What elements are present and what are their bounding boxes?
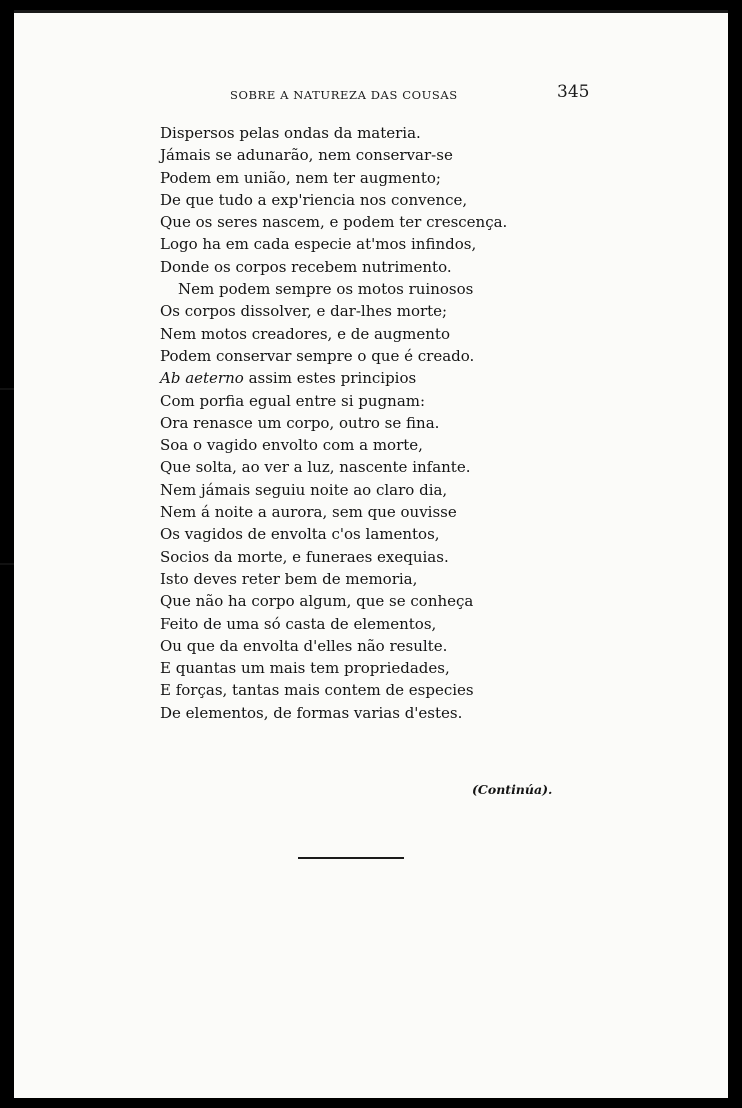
poem-line: E forças, tantas mais contem de especies	[160, 681, 474, 700]
poem-line: De que tudo a exp'riencia nos convence,	[160, 190, 468, 209]
poem-line: Jámais se adunarão, nem conservar-se	[160, 146, 453, 165]
margin-tick-mark	[0, 388, 14, 390]
poem-line: Nem á noite a aurora, sem que ouvisse	[160, 503, 457, 522]
margin-tick-mark	[0, 563, 14, 565]
poem-line: Podem em união, nem ter augmento;	[160, 168, 441, 187]
end-rule-line	[298, 857, 404, 859]
poem-line: Dispersos pelas ondas da materia.	[160, 124, 421, 142]
poem-line: Que solta, ao ver a luz, nascente infante.	[160, 458, 471, 477]
poem-line: Isto deves reter bem de memoria,	[160, 569, 418, 588]
page-header	[14, 82, 728, 106]
poem-line: Nem jámais seguiu noite ao claro dia,	[160, 480, 448, 499]
poem-line: E quantas um mais tem propriedades,	[160, 659, 450, 678]
poem-text	[160, 122, 620, 724]
poem-line: Podem conservar sempre o que é creado.	[160, 346, 475, 365]
poem-line: Logo ha em cada especie at'mos infindos,	[160, 235, 477, 254]
poem-line: Com porfia egual entre si pugnam:	[160, 391, 426, 410]
running-title: SOBRE A NATUREZA DAS COUSAS	[230, 88, 458, 102]
poem-line: Que não ha corpo algum, que se conheça	[160, 592, 474, 611]
poem-line: Que os seres nascem, e podem ter crescença.	[160, 213, 508, 232]
poem-line: De elementos, de formas varias d'estes.	[160, 703, 463, 722]
book-page	[14, 10, 728, 1098]
poem-line: Os corpos dissolver, e dar-lhes morte;	[160, 302, 448, 321]
latin-phrase: Ab aeterno	[160, 369, 244, 388]
poem-line: Soa o vagido envolto com a morte,	[160, 436, 423, 455]
poem-line: Nem motos creadores, e de augmento	[160, 324, 450, 343]
poem-line: Donde os corpos recebem nutrimento.	[160, 257, 452, 276]
poem-line-rest: assim estes principios	[243, 369, 417, 388]
poem-line: Nem podem sempre os motos ruinosos	[178, 280, 474, 299]
top-border-line	[14, 10, 728, 13]
poem-line: Ou que da envolta d'elles não resulte.	[160, 636, 448, 655]
page-number: 345	[557, 82, 590, 102]
poem-line: Os vagidos de envolta c'os lamentos,	[160, 525, 440, 544]
poem-line: Socios da morte, e funeraes exequias.	[160, 547, 449, 566]
continuation-note: (Continúa).	[472, 782, 553, 797]
poem-line	[160, 367, 620, 389]
poem-line: Feito de uma só casta de elementos,	[160, 614, 437, 633]
poem-line: Ora renasce um corpo, outro se fina.	[160, 413, 440, 432]
